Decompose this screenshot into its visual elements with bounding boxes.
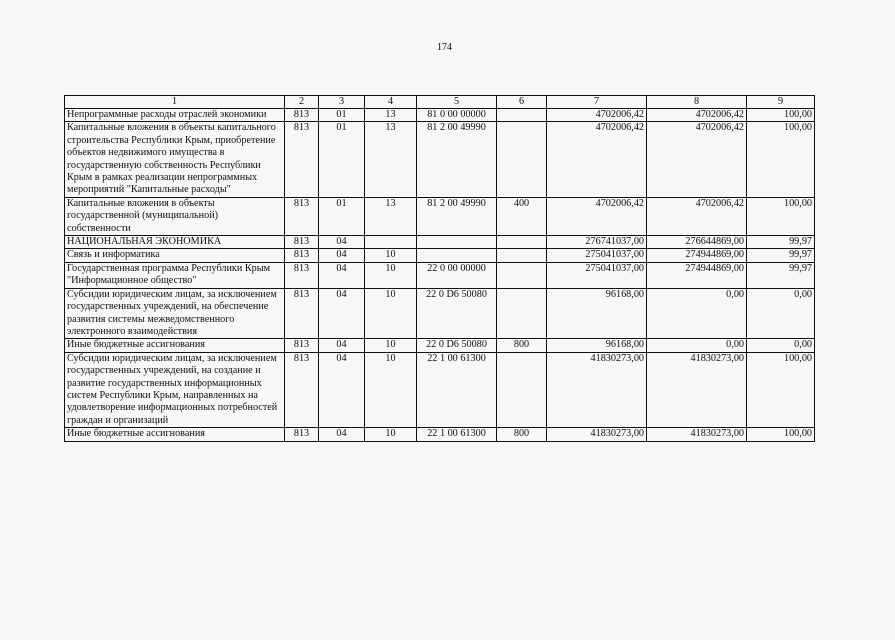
table-row: [65, 339, 815, 352]
col-3-cell: 04: [319, 249, 365, 262]
table-row: [65, 352, 815, 427]
row-name: Субсидии юридическим лицам, за исключением государственных учреждений, на создание и развитие государственных информационных систем Республики Крым, направленных на удовлетворение информационных потребностей граждан и организаций: [65, 352, 285, 427]
col-3-cell: 04: [319, 236, 365, 249]
col-6-cell: 800: [497, 428, 547, 441]
table-row: [65, 288, 815, 339]
col-9-cell: 99,97: [747, 236, 815, 249]
col-4-cell: [365, 236, 417, 249]
col-2-cell: 813: [285, 339, 319, 352]
col-2-cell: 813: [285, 288, 319, 339]
col-7-cell: 4702006,42: [547, 122, 647, 197]
col-6-cell: [497, 249, 547, 262]
col-3-cell: 01: [319, 122, 365, 197]
col-6-cell: [497, 122, 547, 197]
col-2-cell: 813: [285, 428, 319, 441]
col-4-cell: 10: [365, 352, 417, 427]
col-4-cell: 13: [365, 109, 417, 122]
col-4-cell: 10: [365, 262, 417, 288]
col-6-cell: [497, 109, 547, 122]
col-3-cell: 01: [319, 109, 365, 122]
col-8-cell: 0,00: [647, 339, 747, 352]
col-3-cell: 04: [319, 339, 365, 352]
col-5-cell: 22 0 D6 50080: [417, 288, 497, 339]
col-9-cell: 100,00: [747, 352, 815, 427]
col-8-cell: 4702006,42: [647, 197, 747, 235]
col-2-cell: 813: [285, 352, 319, 427]
col-8-cell: 0,00: [647, 288, 747, 339]
col-4-cell: 13: [365, 122, 417, 197]
col-7-cell: 275041037,00: [547, 262, 647, 288]
col-9-cell: 100,00: [747, 428, 815, 441]
col-2-cell: 813: [285, 197, 319, 235]
col-8-cell: 41830273,00: [647, 428, 747, 441]
header-cell: 9: [747, 96, 815, 109]
col-4-cell: 10: [365, 249, 417, 262]
header-cell: 8: [647, 96, 747, 109]
header-cell: 3: [319, 96, 365, 109]
col-8-cell: 41830273,00: [647, 352, 747, 427]
col-9-cell: 100,00: [747, 122, 815, 197]
table-row: [65, 262, 815, 288]
col-7-cell: 4702006,42: [547, 197, 647, 235]
col-2-cell: 813: [285, 249, 319, 262]
col-8-cell: 4702006,42: [647, 122, 747, 197]
col-5-cell: 22 0 D6 50080: [417, 339, 497, 352]
header-cell: 2: [285, 96, 319, 109]
col-9-cell: 100,00: [747, 109, 815, 122]
col-7-cell: 41830273,00: [547, 428, 647, 441]
col-3-cell: 04: [319, 288, 365, 339]
row-name: НАЦИОНАЛЬНАЯ ЭКОНОМИКА: [65, 236, 285, 249]
col-2-cell: 813: [285, 122, 319, 197]
row-name: Капитальные вложения в объекты государственной (муниципальной) собственности: [65, 197, 285, 235]
col-2-cell: 813: [285, 109, 319, 122]
col-9-cell: 99,97: [747, 249, 815, 262]
table-row: [65, 122, 815, 197]
col-8-cell: 274944869,00: [647, 249, 747, 262]
row-name: Иные бюджетные ассигнования: [65, 339, 285, 352]
col-6-cell: 800: [497, 339, 547, 352]
col-9-cell: 99,97: [747, 262, 815, 288]
col-9-cell: 100,00: [747, 197, 815, 235]
col-6-cell: [497, 236, 547, 249]
col-3-cell: 04: [319, 352, 365, 427]
col-5-cell: 81 2 00 49990: [417, 122, 497, 197]
col-6-cell: 400: [497, 197, 547, 235]
col-2-cell: 813: [285, 236, 319, 249]
col-9-cell: 0,00: [747, 288, 815, 339]
header-cell: 1: [65, 96, 285, 109]
col-3-cell: 04: [319, 428, 365, 441]
col-4-cell: 10: [365, 339, 417, 352]
col-5-cell: 22 1 00 61300: [417, 428, 497, 441]
col-7-cell: 276741037,00: [547, 236, 647, 249]
col-9-cell: 0,00: [747, 339, 815, 352]
header-cell: 7: [547, 96, 647, 109]
col-3-cell: 01: [319, 197, 365, 235]
col-5-cell: 81 0 00 00000: [417, 109, 497, 122]
page-number: 174: [437, 42, 452, 53]
row-name: Иные бюджетные ассигнования: [65, 428, 285, 441]
col-6-cell: [497, 352, 547, 427]
col-5-cell: 22 0 00 00000: [417, 262, 497, 288]
col-8-cell: 274944869,00: [647, 262, 747, 288]
col-4-cell: 10: [365, 288, 417, 339]
col-7-cell: 96168,00: [547, 288, 647, 339]
col-2-cell: 813: [285, 262, 319, 288]
col-8-cell: 276644869,00: [647, 236, 747, 249]
header-cell: 6: [497, 96, 547, 109]
col-8-cell: 4702006,42: [647, 109, 747, 122]
header-cell: 4: [365, 96, 417, 109]
row-name: Капитальные вложения в объекты капитального строительства Республики Крым, приобретение объектов недвижимого имущества в государственную собственность Республики Крым в рамках реализации непрограммных мероприятий "Капитальные расходы": [65, 122, 285, 197]
col-4-cell: 13: [365, 197, 417, 235]
table-row: [65, 197, 815, 235]
col-5-cell: 22 1 00 61300: [417, 352, 497, 427]
col-4-cell: 10: [365, 428, 417, 441]
table-row: [65, 428, 815, 441]
col-5-cell: [417, 249, 497, 262]
col-6-cell: [497, 288, 547, 339]
col-7-cell: 96168,00: [547, 339, 647, 352]
col-3-cell: 04: [319, 262, 365, 288]
header-row: [65, 96, 815, 109]
table-row: [65, 109, 815, 122]
col-7-cell: 41830273,00: [547, 352, 647, 427]
table-row: [65, 249, 815, 262]
col-7-cell: 4702006,42: [547, 109, 647, 122]
row-name: Субсидии юридическим лицам, за исключением государственных учреждений, на обеспечение развития системы межведомственного электронного взаимодействия: [65, 288, 285, 339]
table-row: [65, 236, 815, 249]
col-5-cell: 81 2 00 49990: [417, 197, 497, 235]
row-name: Связь и информатика: [65, 249, 285, 262]
col-5-cell: [417, 236, 497, 249]
row-name: Непрограммные расходы отраслей экономики: [65, 109, 285, 122]
budget-table: [64, 95, 815, 442]
col-7-cell: 275041037,00: [547, 249, 647, 262]
col-6-cell: [497, 262, 547, 288]
header-cell: 5: [417, 96, 497, 109]
row-name: Государственная программа Республики Крым "Информационное общество": [65, 262, 285, 288]
